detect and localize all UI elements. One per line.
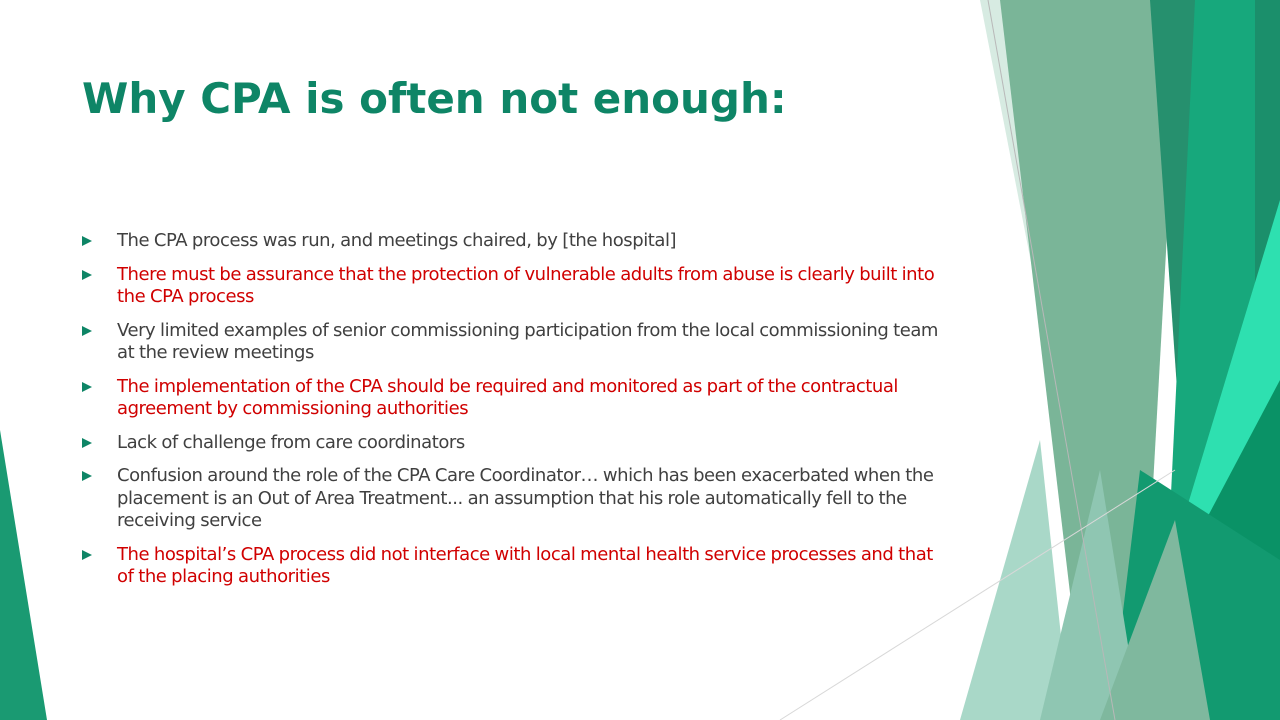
bullet-item-emphasis [82,544,952,589]
right-triangle-arrow-icon [82,270,92,280]
bullet-item [82,230,952,253]
bullet-item [82,432,952,455]
right-triangle-arrow-icon [82,382,92,392]
bullet-text: The implementation of the CPA should be required and monitored as part of the contractual agreement by commissioning authorities [117,375,898,419]
bullet-list [82,230,952,600]
bullet-item [82,320,952,365]
bullet-item-emphasis [82,376,952,421]
right-triangle-arrow-icon [82,471,92,481]
bullet-text: The hospital’s CPA process did not interface with local mental health service processes and that of the placing authorities [117,543,933,587]
bullet-text: Very limited examples of senior commissioning participation from the local commissioning team at the review meetings [117,319,939,363]
slide-title: Why CPA is often not enough: [82,74,787,123]
bullet-item-emphasis [82,264,952,309]
bullet-text: Lack of challenge from care coordinators [117,431,465,453]
bullet-text: The CPA process was run, and meetings chaired, by [the hospital] [117,230,677,251]
right-triangle-arrow-icon [82,326,92,336]
right-triangle-arrow-icon [82,438,92,448]
bullet-item [82,465,952,533]
bullet-text: There must be assurance that the protection of vulnerable adults from abuse is clearly built into the CPA process [117,263,935,307]
right-triangle-arrow-icon [82,236,92,246]
bullet-text: Confusion around the role of the CPA Care Coordinator… which has been exacerbated when the placement is an Out of Area Treatment... an assumption that his role automatically fell to the receiving service [117,465,934,531]
right-triangle-arrow-icon [82,550,92,560]
